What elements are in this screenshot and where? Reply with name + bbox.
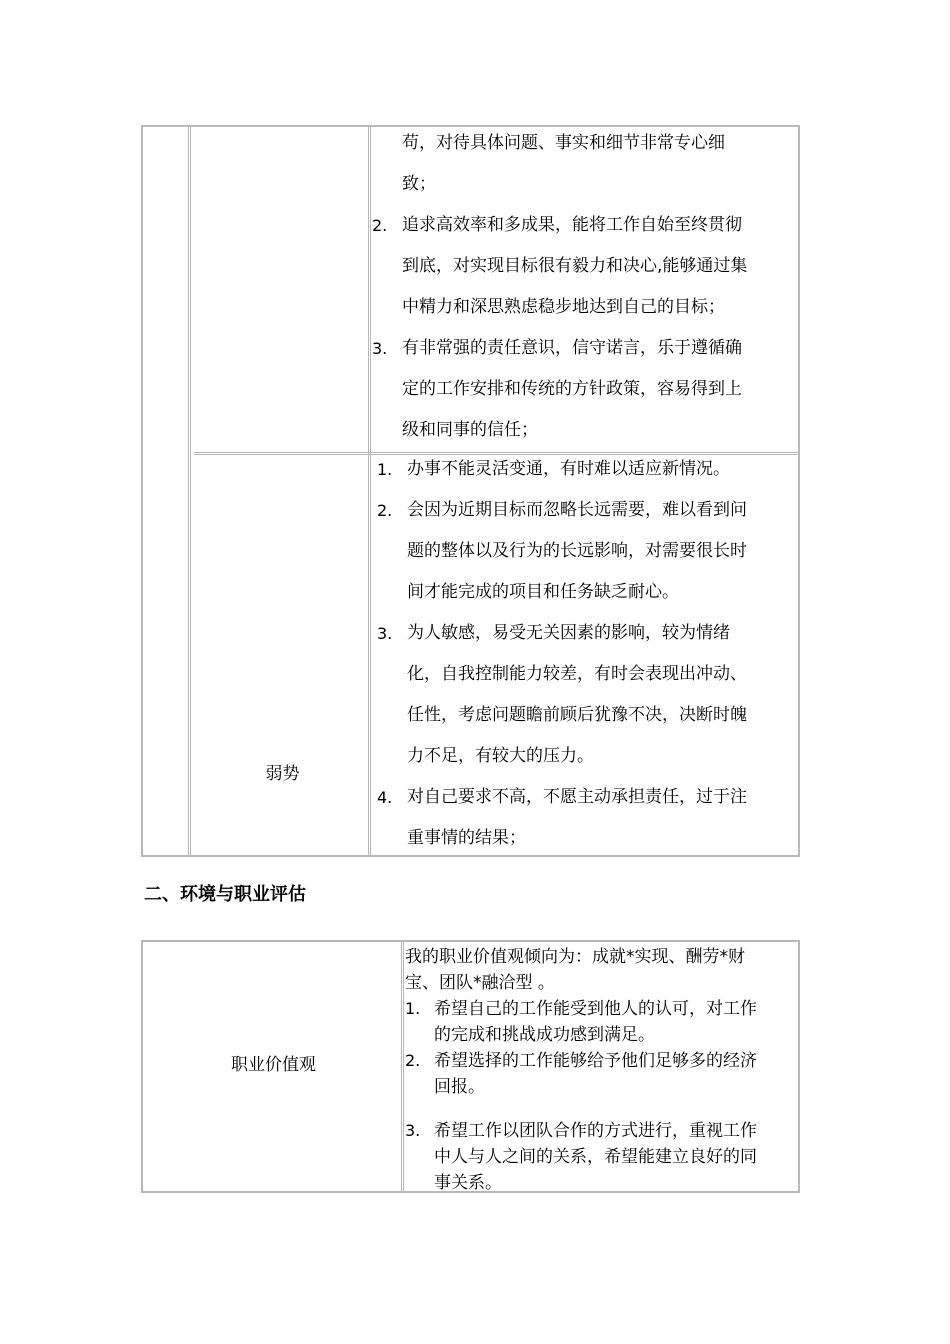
- list-line: 化，自我控制能力较差，有时会表现出冲动、: [407, 664, 747, 684]
- list-line: 重事情的结果；: [407, 828, 526, 848]
- list-line: 希望工作以团队合作的方式进行，重视工作: [434, 1121, 757, 1141]
- list-item: [405, 1118, 797, 1196]
- list-number: 3.: [405, 1121, 421, 1140]
- list-line: 任性，考虑问题瞻前顾后犹豫不决，决断时魄: [407, 705, 747, 725]
- weaknesses-list: [377, 449, 801, 859]
- list-item: [372, 328, 800, 451]
- list-number: 4.: [377, 788, 393, 807]
- list-line: 级和同事的信任；: [402, 420, 538, 440]
- list-item: [377, 613, 801, 777]
- list-item: [405, 1048, 797, 1100]
- section-title: 二、环境与职业评估: [144, 884, 306, 905]
- table-category-column: [143, 127, 191, 855]
- list-line: 中人与人之间的关系，希望能建立良好的同: [434, 1147, 757, 1167]
- list-item: [377, 449, 801, 490]
- personality-table: [141, 125, 800, 857]
- list-line: 到底，对实现目标很有毅力和决心,能够通过集: [402, 256, 748, 276]
- list-number: 3.: [377, 624, 393, 643]
- list-number: 2.: [377, 501, 393, 520]
- list-line: 致；: [402, 174, 436, 194]
- strengths-list: [372, 123, 800, 451]
- list-line: 事关系。: [434, 1173, 502, 1193]
- career-values-content: [405, 944, 797, 1196]
- career-values-table: [141, 940, 800, 1193]
- list-line: 的完成和挑战成功感到满足。: [434, 1025, 655, 1045]
- list-line: 为人敏感，易受无关因素的影响，较为情绪: [407, 623, 730, 643]
- list-line: 希望选择的工作能够给予他们足够多的经济: [434, 1051, 757, 1071]
- intro-line: 我的职业价值观倾向为：成就*实现、酬劳*财: [405, 947, 745, 967]
- list-item: [372, 123, 800, 205]
- list-number: 1.: [405, 999, 421, 1018]
- list-line: 办事不能灵活变通，有时难以适应新情况。: [407, 459, 730, 479]
- table-label-column: [143, 942, 404, 1191]
- list-line: 力不足，有较大的压力。: [407, 746, 594, 766]
- list-number: 2.: [405, 1051, 421, 1070]
- list-item: [377, 490, 801, 613]
- list-line: 间才能完成的项目和任务缺乏耐心。: [407, 582, 679, 602]
- list-item: [377, 777, 801, 859]
- list-item: [372, 205, 800, 328]
- list-line: 中精力和深思熟虑稳步地达到自己的目标；: [402, 297, 725, 317]
- list-line: 定的工作安排和传统的方针政策，容易得到上: [402, 379, 742, 399]
- list-line: 追求高效率和多成果，能将工作自始至终贯彻: [402, 215, 742, 235]
- list-number: 3.: [372, 339, 388, 358]
- weakness-label: 弱势: [265, 764, 300, 784]
- list-line: 题的整体以及行为的长远影响，对需要很长时: [407, 541, 747, 561]
- list-line: 苟，对待具体问题、事实和细节非常专心细: [402, 133, 725, 153]
- list-item: [405, 996, 797, 1048]
- list-line: 回报。: [434, 1077, 485, 1097]
- list-number: 2.: [372, 216, 388, 235]
- spacer: [405, 1100, 797, 1118]
- list-line: 对自己要求不高，不愿主动承担责任，过于注: [407, 787, 747, 807]
- intro-line: 宝、团队*融洽型 。: [405, 973, 555, 993]
- list-line: 希望自己的工作能受到他人的认可，对工作: [434, 999, 757, 1019]
- career-values-label: 职业价值观: [231, 1055, 316, 1075]
- list-number: 1.: [377, 460, 393, 479]
- list-line: 会因为近期目标而忽略长远需要，难以看到问: [407, 500, 747, 520]
- list-line: 有非常强的责任意识，信守诺言，乐于遵循确: [402, 338, 742, 358]
- table-label-column: [194, 127, 371, 855]
